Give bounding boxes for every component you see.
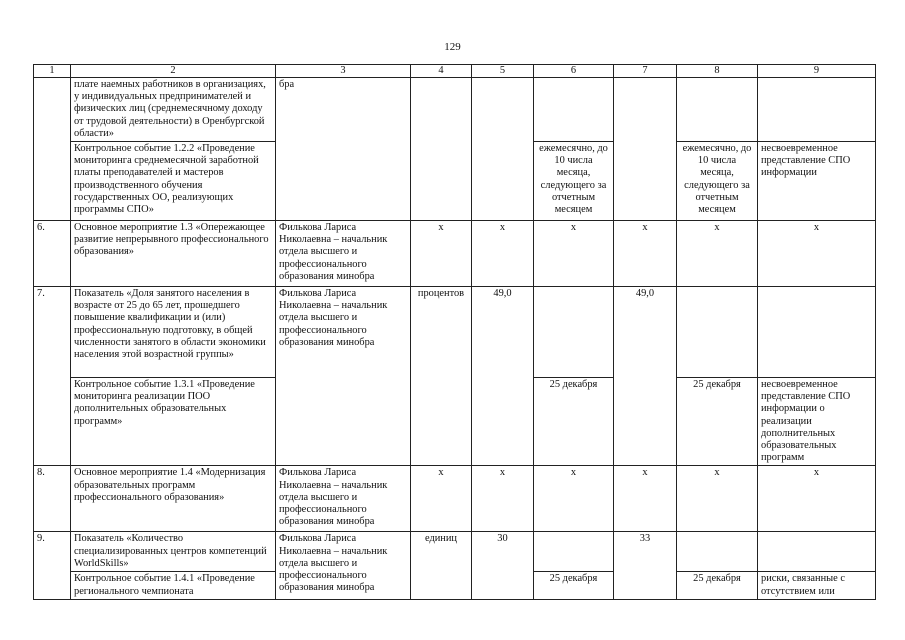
description-cell: Основное мероприятие 1.3 «Опережающее развитие непрерывного профессионального образования» xyxy=(71,221,276,287)
value-cell: х xyxy=(614,221,677,287)
description-cell: плате наемных работников в организациях, у индивидуальных предпринимателей и физических лиц (среднемесячному доходу от трудовой деятельности) в Оренбургской области» xyxy=(71,78,276,142)
value-cell xyxy=(472,78,534,221)
deadline-cell xyxy=(677,532,758,572)
deadline-cell xyxy=(534,287,614,378)
value-cell: 49,0 xyxy=(472,287,534,466)
table-row xyxy=(34,532,876,572)
value-cell xyxy=(614,78,677,221)
value-cell: х xyxy=(472,466,534,532)
deadline-cell xyxy=(677,78,758,142)
value-cell: 33 xyxy=(614,532,677,599)
deadline-cell xyxy=(534,78,614,142)
deadline-cell: 25 декабря xyxy=(534,572,614,599)
deadline-cell: х xyxy=(677,221,758,287)
column-header: 1 xyxy=(34,65,71,78)
deadline-cell: 25 декабря xyxy=(677,378,758,466)
deadline-cell: х xyxy=(677,466,758,532)
table-row xyxy=(34,466,876,532)
row-number-cell: 9. xyxy=(34,532,71,599)
risk-cell xyxy=(758,287,876,378)
column-header: 5 xyxy=(472,65,534,78)
column-header: 9 xyxy=(758,65,876,78)
deadline-cell: 25 декабря xyxy=(677,572,758,599)
unit-cell: х xyxy=(411,466,472,532)
column-header: 2 xyxy=(71,65,276,78)
description-cell: Контрольное событие 1.4.1 «Проведение регионального чемпионата xyxy=(71,572,276,599)
risk-cell: несвоевременное представление СПО информации xyxy=(758,142,876,221)
table-row xyxy=(34,221,876,287)
description-cell: Показатель «Доля занятого населения в возрасте от 25 до 65 лет, прошедшего повышение квалификации и (или) профессиональную подготовку, в общей численности занятого в области экономики населения этой возрастной группы» xyxy=(71,287,276,378)
column-header: 3 xyxy=(276,65,411,78)
deadline-cell: 25 декабря xyxy=(534,378,614,466)
risk-cell: х xyxy=(758,466,876,532)
table-row xyxy=(34,78,876,142)
monitoring-table xyxy=(33,64,876,600)
table-row xyxy=(34,287,876,378)
deadline-cell xyxy=(677,287,758,378)
deadline-cell: ежемесячно, до 10 числа месяца, следующего за отчетным месяцем xyxy=(677,142,758,221)
responsible-cell: бра xyxy=(276,78,411,221)
row-number-cell: 7. xyxy=(34,287,71,466)
value-cell: х xyxy=(614,466,677,532)
column-header: 4 xyxy=(411,65,472,78)
unit-cell: х xyxy=(411,221,472,287)
column-header: 6 xyxy=(534,65,614,78)
risk-cell xyxy=(758,78,876,142)
description-cell: Показатель «Количество специализированных центров компетенций WorldSkills» xyxy=(71,532,276,572)
value-cell: 30 xyxy=(472,532,534,599)
row-number-cell: 8. xyxy=(34,466,71,532)
value-cell: х xyxy=(472,221,534,287)
page-number: 129 xyxy=(444,41,461,53)
risk-cell xyxy=(758,532,876,572)
responsible-cell: Филькова Лариса Николаевна – начальник отдела высшего и профессионального образования минобра xyxy=(276,287,411,466)
value-cell: 49,0 xyxy=(614,287,677,466)
description-cell: Контрольное событие 1.2.2 «Проведение мониторинга среднемесячной заработной платы преподавателей и мастеров производственного обучения государственных ОО, реализующих программы СПО» xyxy=(71,142,276,221)
responsible-cell: Филькова Лариса Николаевна – начальник отдела высшего и профессионального образования минобра xyxy=(276,221,411,287)
risk-cell: несвоевременное представление СПО информации о реализации дополнительных образовательных программ xyxy=(758,378,876,466)
responsible-cell: Филькова Лариса Николаевна – начальник отдела высшего и профессионального образования минобра xyxy=(276,466,411,532)
deadline-cell xyxy=(534,532,614,572)
risk-cell: х xyxy=(758,221,876,287)
row-number-cell xyxy=(34,78,71,221)
deadline-cell: ежемесячно, до 10 числа месяца, следующего за отчетным месяцем xyxy=(534,142,614,221)
row-number-cell: 6. xyxy=(34,221,71,287)
description-cell: Контрольное событие 1.3.1 «Проведение мониторинга реализации ПОО дополнительных образовательных программ» xyxy=(71,378,276,466)
responsible-cell: Филькова Лариса Николаевна – начальник отдела высшего и профессионального образования минобра xyxy=(276,532,411,599)
column-header: 8 xyxy=(677,65,758,78)
unit-cell xyxy=(411,78,472,221)
deadline-cell: х xyxy=(534,221,614,287)
unit-cell: процентов xyxy=(411,287,472,466)
column-number-row xyxy=(34,65,876,78)
unit-cell: единиц xyxy=(411,532,472,599)
column-header: 7 xyxy=(614,65,677,78)
risk-cell: риски, связанные с отсутствием или xyxy=(758,572,876,599)
deadline-cell: х xyxy=(534,466,614,532)
description-cell: Основное мероприятие 1.4 «Модернизация образовательных программ профессионального образования» xyxy=(71,466,276,532)
